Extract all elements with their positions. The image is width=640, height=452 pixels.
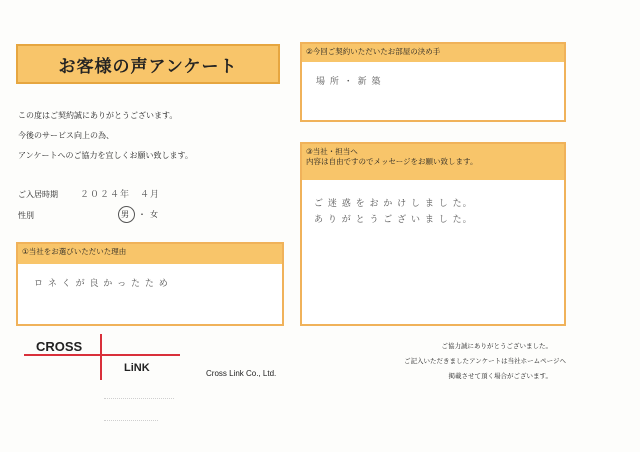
q3-heading xyxy=(302,144,564,180)
section-q3 xyxy=(300,142,566,326)
faint-mark-1 xyxy=(104,388,174,399)
section-q2 xyxy=(300,42,566,122)
q1-answer: ロ ネ く が 良 か っ た た め xyxy=(34,279,169,289)
move-in-month: ４月 xyxy=(140,190,161,200)
survey-title-box xyxy=(16,44,280,84)
gender-separator: ・ xyxy=(138,210,146,219)
gender-label: 性別 xyxy=(18,211,34,220)
footer-line-2: ご記入いただきましたアンケートは当社ホームページへ xyxy=(404,357,566,365)
logo-cross: CROSS xyxy=(36,339,83,354)
q3-answer-line-2: あ り が と う ご ざ い ま し た。 xyxy=(314,215,473,225)
survey-title: お客様の声アンケート xyxy=(58,56,238,77)
intro-line-1: この度はご契約誠にありがとうございます。 xyxy=(18,111,178,120)
faint-mark-2 xyxy=(104,410,158,421)
intro-line-2: 今後のサービス向上の為、 xyxy=(18,131,114,140)
move-in-label: ご入居時期 xyxy=(18,190,58,199)
gender-female: 女 xyxy=(150,210,158,219)
intro-line-3: アンケートへのご協力を宜しくお願い致します。 xyxy=(18,151,193,160)
footer-line-3: 掲載させて頂く場合がございます。 xyxy=(448,372,552,380)
logo-link: LiNK xyxy=(124,362,150,374)
logo-vertical-line xyxy=(100,334,102,380)
company-name: Cross Link Co., Ltd. xyxy=(206,369,277,378)
q2-heading: ②今回ご契約いただいたお部屋の決め手 xyxy=(302,44,564,62)
section-q1 xyxy=(16,242,284,326)
q2-answer: 場 所 ・ 新 築 xyxy=(316,77,382,87)
logo-horizontal-line xyxy=(24,354,180,356)
q3-heading-line-1: ③当社・担当へ xyxy=(306,147,358,156)
q1-heading: ①当社をお選びいただいた理由 xyxy=(18,244,282,264)
footer-line-1: ご協力誠にありがとうございました。 xyxy=(441,342,552,350)
q3-heading-line-2: 内容は自由ですのでメッセージをお願い致します。 xyxy=(306,157,478,167)
q3-answer-line-1: ご 迷 惑 を お か け し ま し た。 xyxy=(314,199,473,209)
move-in-year: ２０２４年 xyxy=(80,190,131,200)
gender-male: 男 xyxy=(121,210,129,219)
